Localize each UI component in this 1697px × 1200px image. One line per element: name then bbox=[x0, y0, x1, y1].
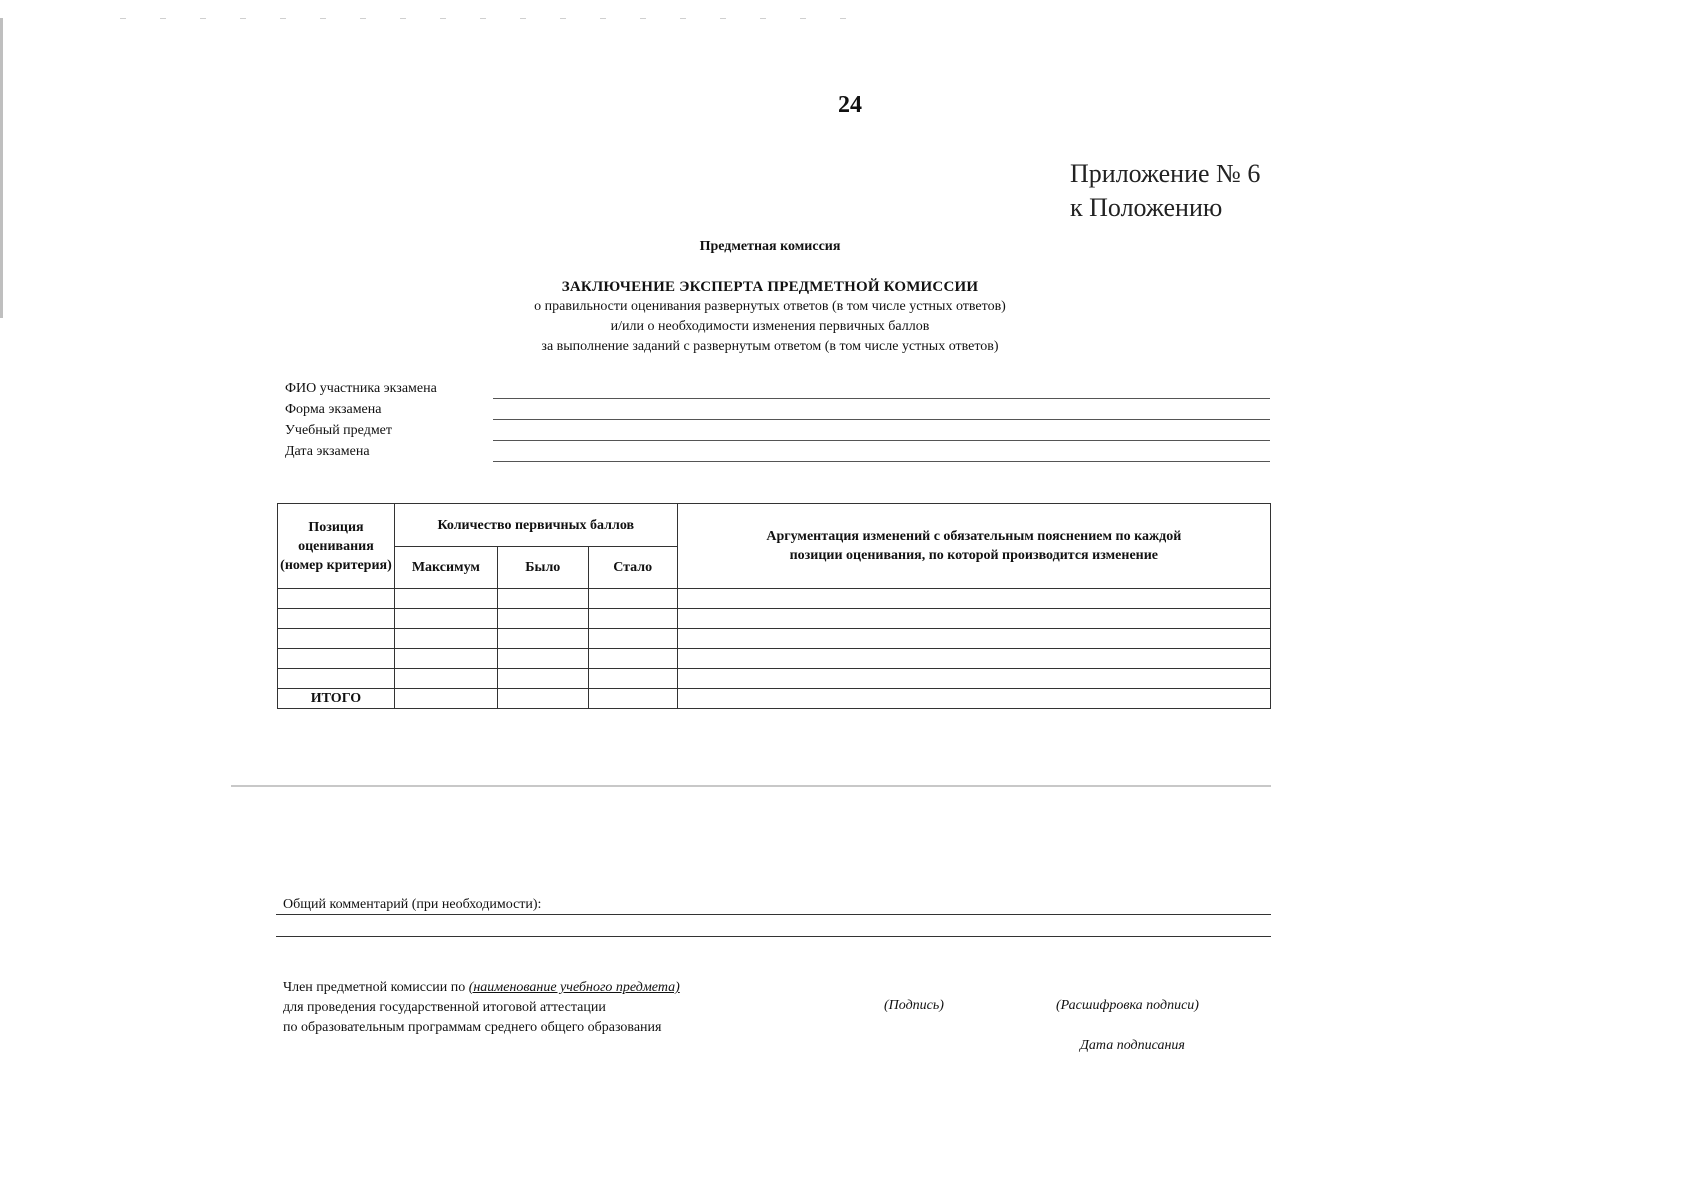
total-argument-cell[interactable] bbox=[677, 689, 1270, 709]
table-cell[interactable] bbox=[677, 669, 1270, 689]
header-argument: Аргументация изменений с обязательным пояснением по каждой позиции оценивания, по которой производится изменение bbox=[677, 504, 1270, 589]
header-position: Позиция оценивания (номер критерия) bbox=[278, 504, 395, 589]
table-row bbox=[278, 589, 1271, 609]
commission-label: Предметная комиссия bbox=[699, 239, 841, 254]
subtitle-line-1: о правильности оценивания развернутых ответов (в том числе устных ответов) bbox=[534, 299, 1006, 314]
table-row bbox=[278, 669, 1271, 689]
table-cell[interactable] bbox=[677, 649, 1270, 669]
subtitle-line-3: за выполнение заданий с развернутым ответом (в том числе устных ответов) bbox=[541, 339, 999, 354]
field-line-exam-date[interactable] bbox=[493, 461, 1270, 462]
appendix-heading bbox=[1070, 157, 1260, 225]
table-row bbox=[278, 629, 1271, 649]
table-cell[interactable] bbox=[394, 589, 497, 609]
field-line-subject[interactable] bbox=[493, 440, 1270, 441]
table-cell[interactable] bbox=[677, 629, 1270, 649]
table-cell[interactable] bbox=[497, 669, 588, 689]
comment-line-2[interactable] bbox=[276, 936, 1271, 937]
appendix-line-2: к Положению bbox=[1070, 193, 1223, 222]
field-line-exam-form[interactable] bbox=[493, 419, 1270, 420]
signature-label: (Подпись) bbox=[884, 998, 944, 1013]
scan-left-edge bbox=[0, 18, 3, 318]
table-cell[interactable] bbox=[497, 589, 588, 609]
total-max-cell[interactable] bbox=[394, 689, 497, 709]
table-total-row bbox=[278, 689, 1271, 709]
member-block bbox=[283, 978, 680, 1038]
separator-line bbox=[231, 785, 1271, 787]
comment-label: Общий комментарий (при необходимости): bbox=[283, 897, 542, 912]
table-row bbox=[278, 609, 1271, 629]
table-cell[interactable] bbox=[278, 629, 395, 649]
field-label-exam-form: Форма экзамена bbox=[285, 402, 382, 417]
member-prefix: Член предметной комиссии по bbox=[283, 980, 469, 995]
table-cell[interactable] bbox=[588, 629, 677, 649]
appendix-line-1: Приложение № 6 bbox=[1070, 159, 1261, 188]
table-cell[interactable] bbox=[497, 609, 588, 629]
table-row bbox=[278, 649, 1271, 669]
table-cell[interactable] bbox=[677, 609, 1270, 629]
total-became-cell[interactable] bbox=[588, 689, 677, 709]
member-subject: (наименование учебного предмета) bbox=[468, 980, 680, 995]
table-cell[interactable] bbox=[278, 649, 395, 669]
scan-top-noise bbox=[120, 18, 860, 19]
table-cell[interactable] bbox=[394, 609, 497, 629]
table-cell[interactable] bbox=[394, 669, 497, 689]
field-label-subject: Учебный предмет bbox=[285, 423, 393, 438]
field-label-fio: ФИО участника экзамена bbox=[285, 381, 437, 396]
total-label: ИТОГО bbox=[278, 689, 395, 709]
header-max: Максимум bbox=[394, 547, 497, 589]
member-line-1 bbox=[283, 978, 680, 998]
comment-line-1[interactable] bbox=[276, 914, 1271, 915]
member-line-2: для проведения государственной итоговой аттестации bbox=[283, 1000, 606, 1015]
table-cell[interactable] bbox=[394, 649, 497, 669]
total-was-cell[interactable] bbox=[497, 689, 588, 709]
signature-decode-label: (Расшифровка подписи) bbox=[1056, 998, 1199, 1013]
member-line-3: по образовательным программам среднего общего образования bbox=[283, 1020, 662, 1035]
table-cell[interactable] bbox=[588, 649, 677, 669]
table-cell[interactable] bbox=[497, 629, 588, 649]
header-was: Было bbox=[497, 547, 588, 589]
page-number: 24 bbox=[838, 92, 862, 118]
subtitle-line-2: и/или о необходимости изменения первичных баллов bbox=[610, 319, 930, 334]
table-cell[interactable] bbox=[278, 669, 395, 689]
header-became: Стало bbox=[588, 547, 677, 589]
table-cell[interactable] bbox=[497, 649, 588, 669]
table-cell[interactable] bbox=[278, 589, 395, 609]
document-title-block bbox=[440, 277, 1100, 357]
table-cell[interactable] bbox=[588, 669, 677, 689]
table-cell[interactable] bbox=[588, 589, 677, 609]
header-points-group: Количество первичных баллов bbox=[394, 504, 677, 547]
table-cell[interactable] bbox=[394, 629, 497, 649]
signing-date-label: Дата подписания bbox=[1080, 1038, 1185, 1053]
points-table bbox=[277, 503, 1271, 709]
table-cell[interactable] bbox=[588, 609, 677, 629]
table-cell[interactable] bbox=[278, 609, 395, 629]
table-cell[interactable] bbox=[677, 589, 1270, 609]
document-title: ЗАКЛЮЧЕНИЕ ЭКСПЕРТА ПРЕДМЕТНОЙ КОМИССИИ bbox=[561, 279, 979, 295]
field-line-fio[interactable] bbox=[493, 398, 1270, 399]
field-label-exam-date: Дата экзамена bbox=[285, 444, 370, 459]
